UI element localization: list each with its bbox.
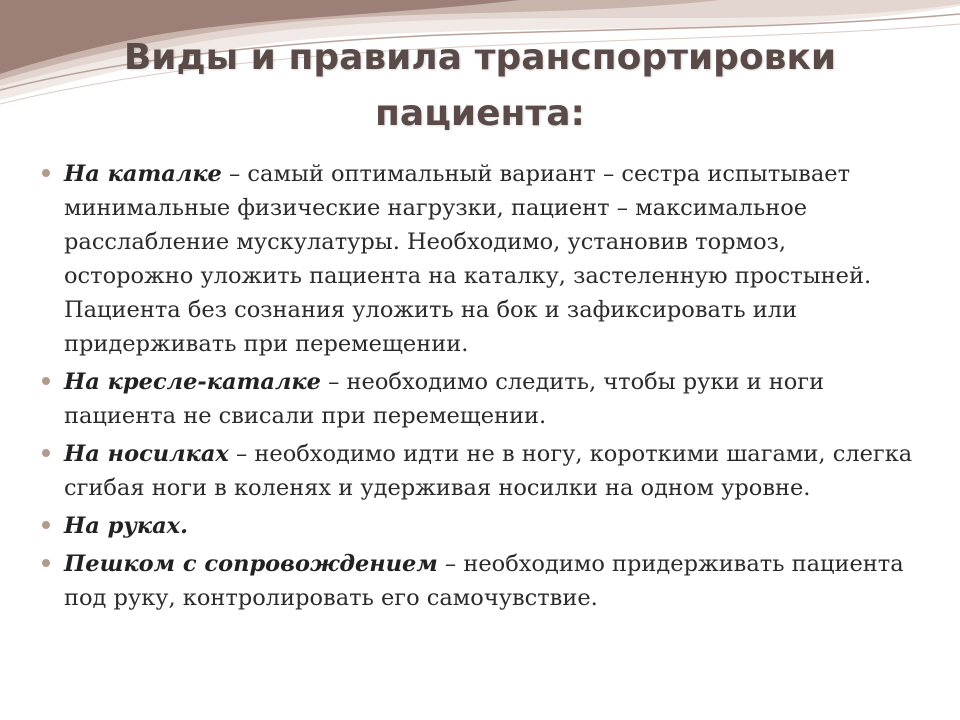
- list-item-term: На носилках: [64, 441, 229, 467]
- list-item-term: На каталке: [64, 161, 222, 187]
- list-item-term: Пешком с сопровождением: [64, 551, 438, 577]
- slide-title: [60, 30, 900, 142]
- list-item: [40, 365, 920, 433]
- list-item-text: – необходимо придерживать пациента под руку, контролировать его самочувствие.: [64, 551, 904, 611]
- bullet-list: [40, 157, 920, 619]
- list-item-text: – самый оптимальный вариант – сестра испытывает минимальные физические нагрузки, пациент – максимальное расслабление мускулатуры. Необходимо, установив тормоз, осторожно уложить пациента на каталку, застеленную простыней. Пациента без сознания уложить на бок и зафиксировать или придерживать при перемещении.: [64, 161, 872, 357]
- list-item: [40, 157, 920, 361]
- list-item: [40, 437, 920, 505]
- list-item-term: На руках.: [64, 513, 188, 539]
- bullet-icon: [42, 169, 50, 177]
- slide-title-line-2: пациента:: [375, 93, 585, 134]
- bullet-icon: [42, 521, 50, 529]
- bullet-icon: [42, 449, 50, 457]
- list-item: [40, 547, 920, 615]
- bullet-icon: [42, 377, 50, 385]
- bullet-icon: [42, 559, 50, 567]
- list-item-term: На кресле-каталке: [64, 369, 321, 395]
- list-item-text: – необходимо идти не в ногу, короткими шагами, слегка сгибая ноги в коленях и удерживая носилки на одном уровне.: [64, 441, 913, 501]
- list-item-text: – необходимо следить, чтобы руки и ноги пациента не свисали при перемещении.: [64, 369, 825, 429]
- list-item: [40, 509, 920, 543]
- slide-title-line-1: Виды и правила транспортировки: [123, 37, 837, 78]
